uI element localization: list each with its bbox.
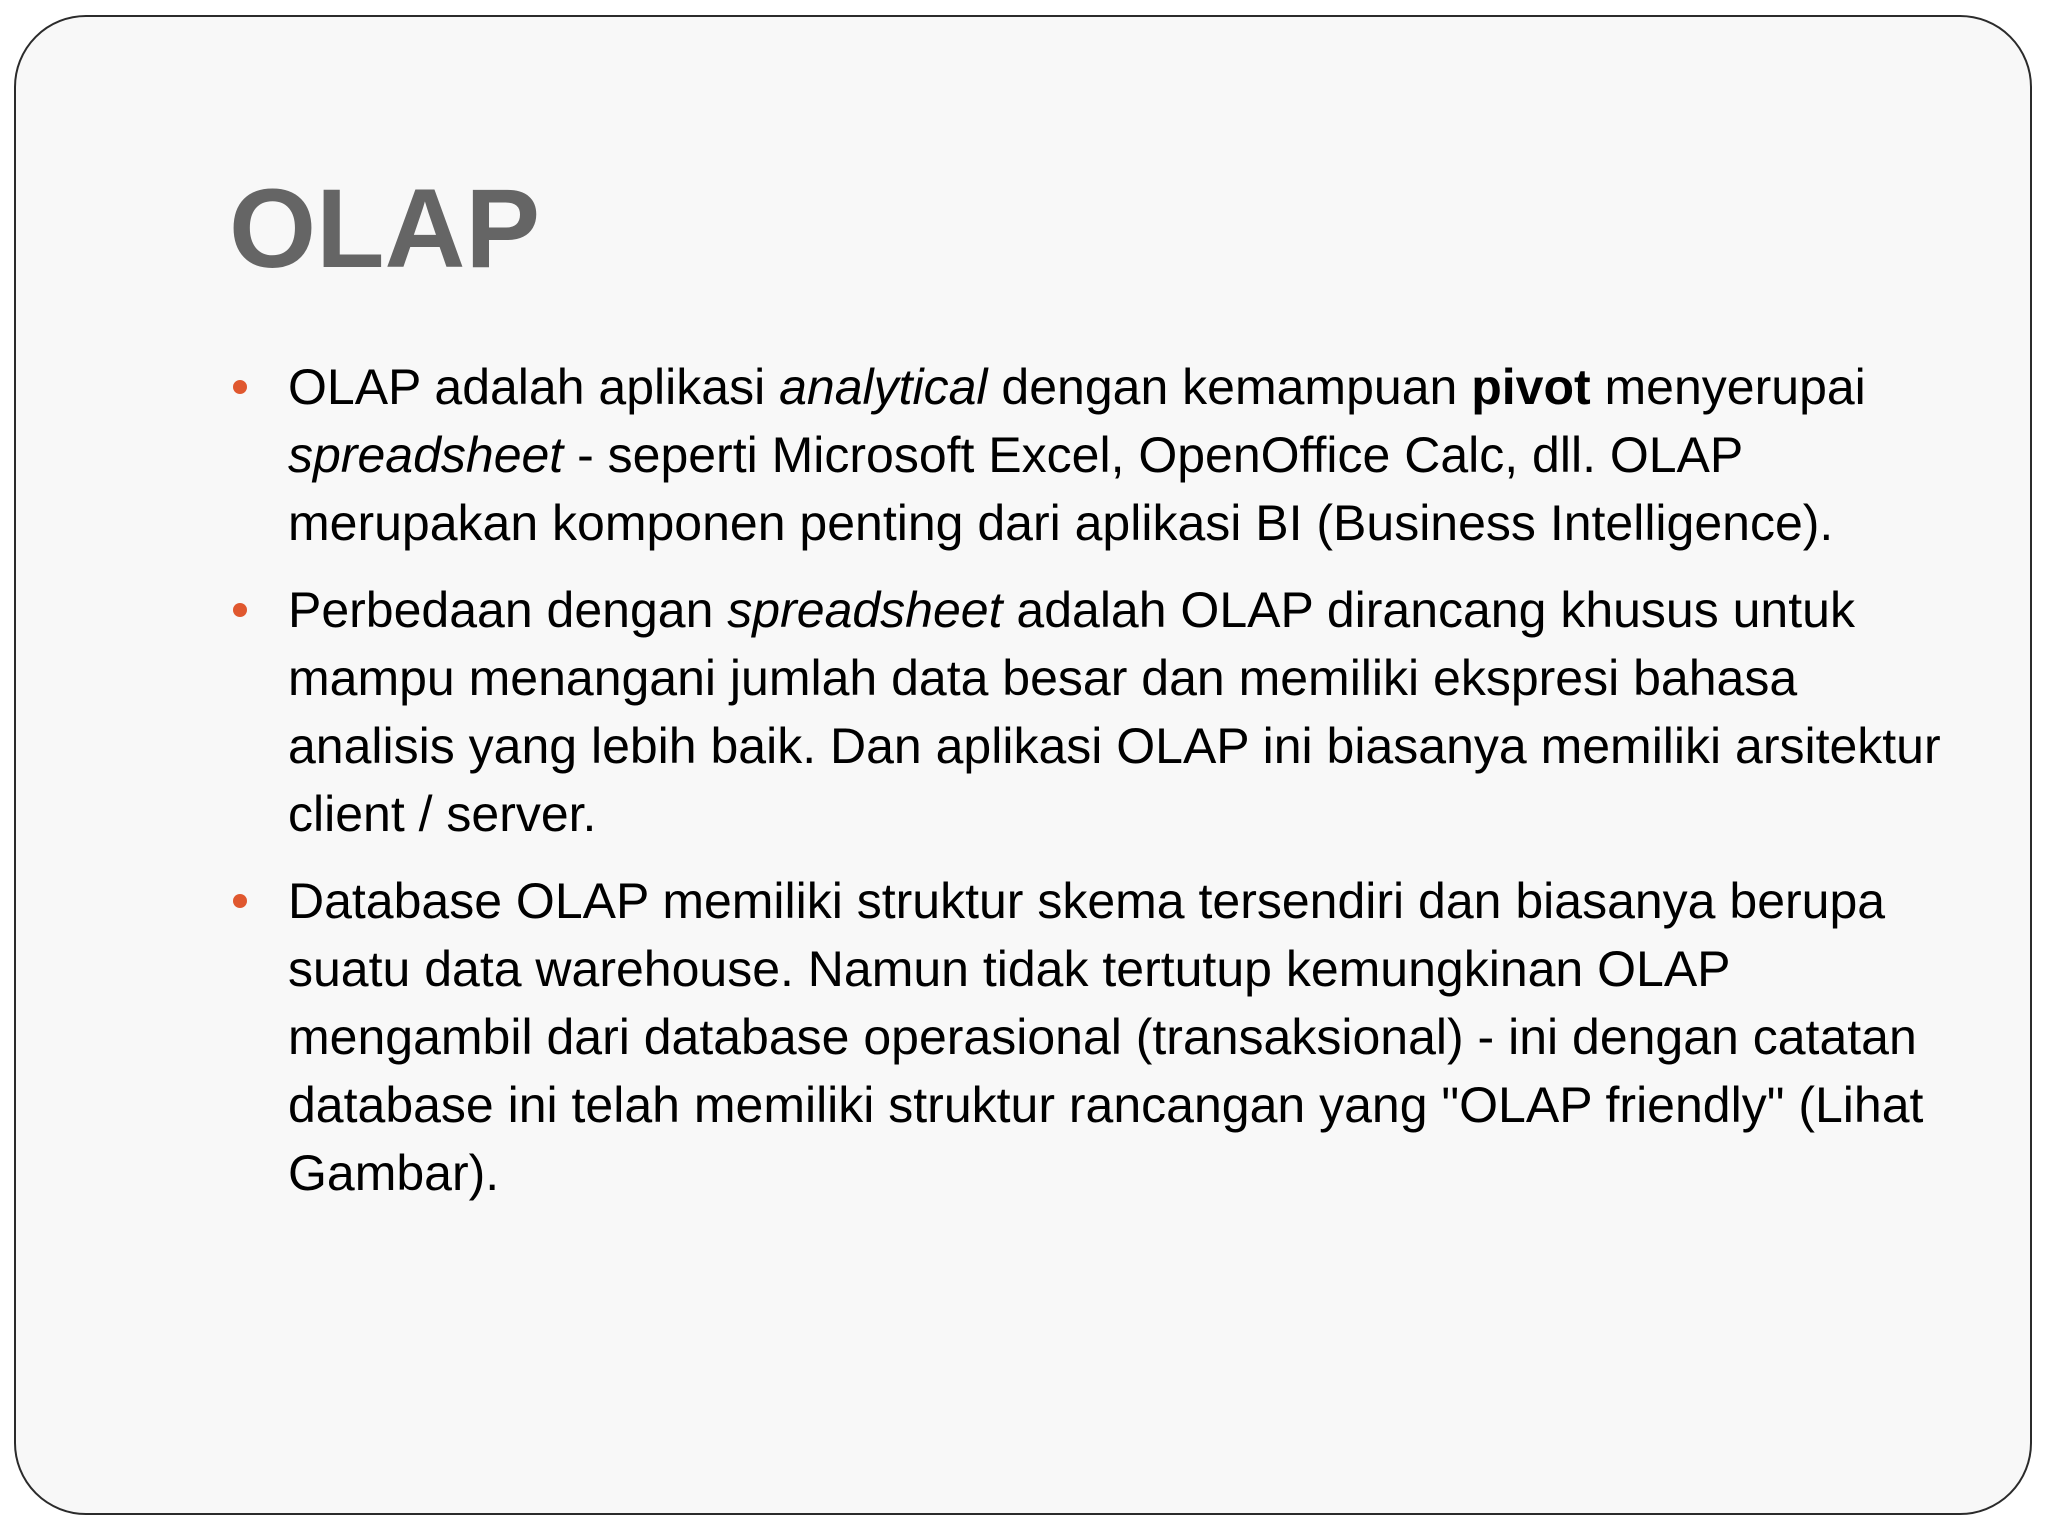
bullet-dot-icon [233, 380, 247, 394]
bullet-text: Perbedaan dengan spreadsheet adalah OLAP dirancang khusus untuk mampu menangani jumlah data besar dan memiliki ekspresi bahasa analisis yang lebih baik. Dan aplikasi OLAP ini biasanya memiliki arsitektur client / server. [288, 582, 1941, 842]
bullet-list [229, 353, 1969, 1226]
bullet-item [229, 867, 1969, 1207]
bullet-text: OLAP adalah aplikasi analytical dengan kemampuan pivot menyerupai spreadsheet - seperti Microsoft Excel, OpenOffice Calc, dll. OLAP merupakan komponen penting dari aplikasi BI (Business Intelligence). [288, 359, 1866, 551]
slide-title: OLAP [229, 166, 541, 291]
bullet-dot-icon [233, 603, 247, 617]
bullet-text: Database OLAP memiliki struktur skema tersendiri dan biasanya berupa suatu data warehouse. Namun tidak tertutup kemungkinan OLAP mengambil dari database operasional (transaksional) - ini dengan catatan database ini telah memiliki struktur rancangan yang "OLAP friendly" (Lihat Gambar). [288, 873, 1924, 1201]
bullet-item [229, 353, 1969, 557]
bullet-dot-icon [233, 894, 247, 908]
slide [14, 15, 2032, 1515]
bullet-item [229, 576, 1969, 848]
